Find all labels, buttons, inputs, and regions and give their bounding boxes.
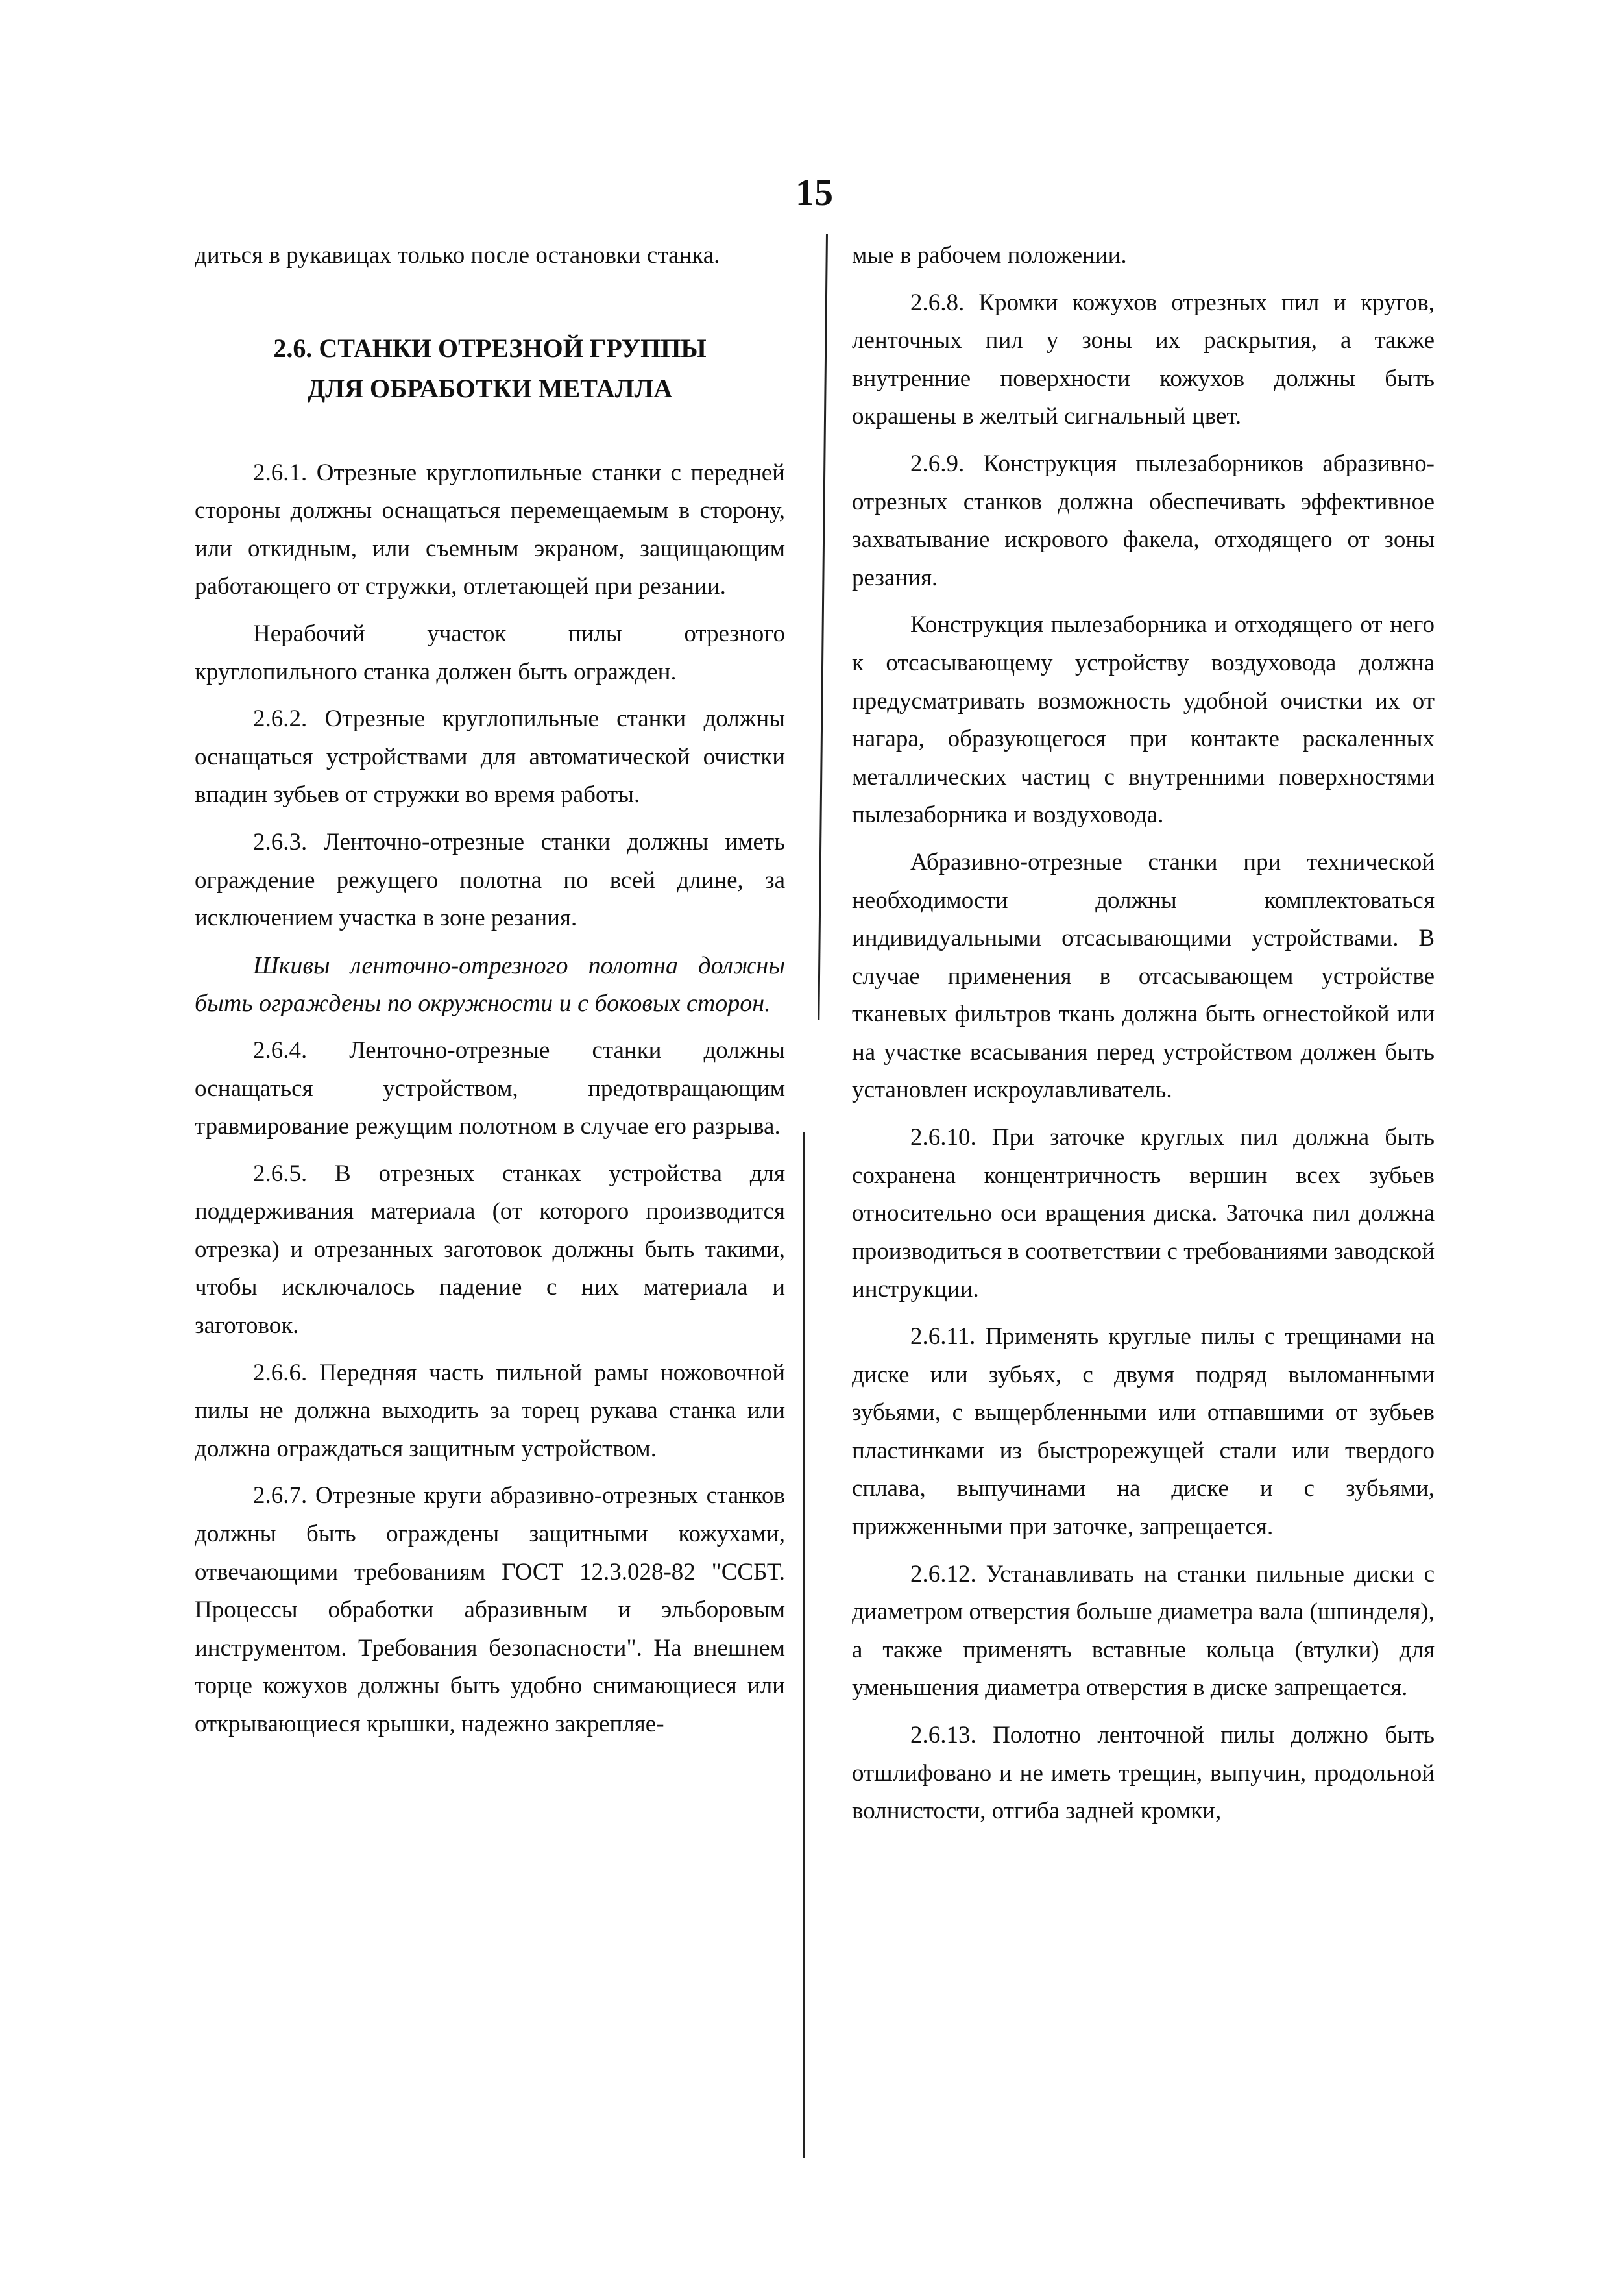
paragraph-2-6-9: 2.6.9. Конструкция пылезаборников абразивно-отрезных станков должна обеспечивать эффективное захватывание искрового факела, отходящего от зоны резания. [852, 450, 1435, 591]
paragraph-2-6-8: 2.6.8. Кромки кожухов отрезных пил и кругов, ленточных пил у зоны их раскрытия, а также внутренние поверхности кожухов должны быть окрашены в желтый сигнальный цвет. [852, 289, 1435, 430]
paragraph: Конструкция пылезаборника и отходящего от него к отсасывающему устройству воздуховода должна предусматривать возможность удобной очистки их от нагара, образующегося при контакте раскаленных металлических частиц с внутренними поверхностями пылезаборника и воздуховода. [852, 611, 1435, 829]
section-heading [195, 328, 785, 409]
paragraph-2-6-10: 2.6.10. При заточке круглых пил должна быть сохранена концентричность вершин всех зубьев относительно оси вращения диска. Заточка пил должна производиться в соответствии с требованиями заводской инструкции. [852, 1124, 1435, 1303]
paragraph-2-6-7: 2.6.7. Отрезные круги абразивно-отрезных станков должны быть ограждены защитными кожухами, отвечающими требованиям ГОСТ 12.3.028-82 "ССБТ. Процессы обработки абразивным и эльборовым инструментом. Требования безопасности". На внешнем торце кожухов должны быть удобно снимающиеся или открывающиеся крышки, надежно закрепляе- [195, 1482, 785, 1737]
section-heading-line2: ДЛЯ ОБРАБОТКИ МЕТАЛЛА [307, 373, 673, 403]
paragraph-2-6-1: 2.6.1. Отрезные круглопильные станки с передней стороны должны оснащаться перемещаемым в сторону, или откидным, или съемным экраном, защищающим работающего от стружки, отлетающей при резании. [195, 459, 785, 600]
paragraph-2-6-3: 2.6.3. Ленточно-отрезные станки должны иметь ограждение режущего полотна по всей длине, за исключением участка в зоне резания. [195, 828, 785, 932]
paragraph-2-6-4: 2.6.4. Ленточно-отрезные станки должны оснащаться устройством, предотвращающим травмирование режущим полотном в случае его разрыва. [195, 1036, 785, 1140]
paragraph-2-6-12: 2.6.12. Устанавливать на станки пильные диски с диаметром отверстия больше диаметра вала (шпинделя), а также применять вставные кольца (втулки) для уменьшения диаметра отверстия в диске запрещается. [852, 1560, 1435, 1702]
right-column [852, 237, 1435, 1831]
paragraph-2-6-2: 2.6.2. Отрезные круглопильные станки должны оснащаться устройствами для автоматической очистки впадин зубьев от стружки во время работы. [195, 705, 785, 809]
paragraph-pulleys: Шкивы ленточно-отрезного полотна должны быть ограждены по окружности и с боковых сторон. [195, 951, 785, 1018]
paragraph: Абразивно-отрезные станки при технической необходимости должны комплектоваться индивидуальными отсасывающими устройствами. В случае применения в отсасывающем устройстве тканевых фильтров ткань должна быть огнестойкой или на участке всасывания перед устройством должен быть установлен искроулавливатель. [852, 848, 1435, 1104]
column-divider-bottom [803, 1132, 805, 2158]
left-column [195, 237, 785, 1744]
paragraph-2-6-13: 2.6.13. Полотно ленточной пилы должно быть отшлифовано и не иметь трещин, выпучин, продольной волнистости, отгиба задней кромки, [852, 1721, 1435, 1825]
paragraph: Нерабочий участок пилы отрезного круглопильного станка должен быть огражден. [195, 620, 785, 685]
continuation-text: мые в рабочем положении. [852, 242, 1127, 269]
paragraph-2-6-6: 2.6.6. Передняя часть пильной рамы ножовочной пилы не должна выходить за торец рукава станка или должна ограждаться защитным устройством. [195, 1359, 785, 1462]
continuation-text: диться в рукавицах только после остановки станка. [195, 242, 720, 269]
section-heading-line1: 2.6. СТАНКИ ОТРЕЗНОЙ ГРУППЫ [273, 333, 707, 363]
page-number: 15 [795, 171, 833, 214]
column-divider-top [818, 234, 828, 1020]
paragraph-2-6-11: 2.6.11. Применять круглые пилы с трещинами на диске или зубьях, с двумя подряд выломанными зубьями, с выщербленными или отпавшими от зубьев пластинками из быстрорежущей стали или твердого сплава, выпучинами на диске и с зубьями, прижженными при заточке, запрещается. [852, 1323, 1435, 1540]
paragraph-2-6-5: 2.6.5. В отрезных станках устройства для поддерживания материала (от которого производится отрезка) и отрезанных заготовок должны быть такими, чтобы исключалось падение с них материала и заготовок. [195, 1160, 785, 1339]
